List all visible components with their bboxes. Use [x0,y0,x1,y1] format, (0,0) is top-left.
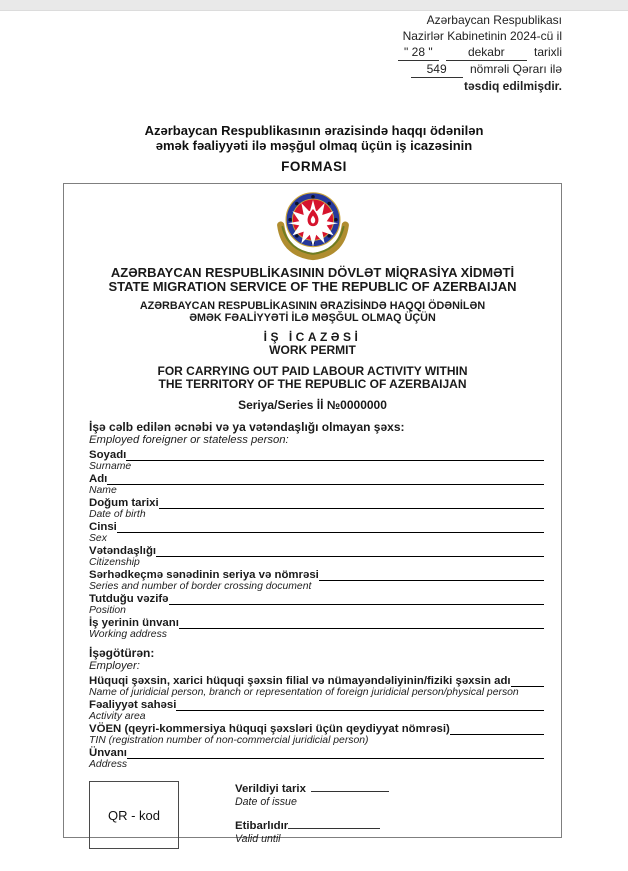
field-label: Adı [89,473,108,485]
field-label: Soyadı [89,449,127,461]
approval-line-5: təsdiq edilmişdir. [463,79,562,93]
fields-section [64,420,561,771]
field-sublabel: Surname [89,461,132,472]
field-blank-line [450,723,544,735]
field-blank-line [159,497,544,509]
field-label: Vətəndaşlığı [89,545,157,557]
field-sublabel: Citizenship [89,557,140,568]
field-border-document [89,569,544,593]
valid-until-sublabel: Valid until [235,833,281,845]
heading-formasi: FORMASI [281,159,347,174]
field-blank-line [107,473,544,485]
permit-purpose-2: THE TERRITORY OF THE REPUBLIC OF AZERBAIJAN [158,377,467,391]
field-label: Sərhədkeçmə sənədinin seriya və nömrəsi [89,569,319,581]
issue-validity-block [235,781,389,845]
field-blank-line [156,545,544,557]
field-sublabel: Date of birth [89,509,146,520]
field-sublabel: Address [89,759,128,770]
section2-title-en: Employer: [89,660,140,672]
field-activity-area [89,699,544,723]
page-heading [0,123,628,174]
section1-title-az: İşə cəlb edilən əcnəbi və ya vətəndaşlığı olmayan şəxs: [89,420,405,434]
field-sex [89,521,544,545]
valid-until-line [235,818,389,833]
permit-title-en: WORK PERMIT [269,343,356,357]
field-employer-name [89,675,544,699]
valid-until-label: Etibarlıdır [235,820,289,832]
date-of-issue-sublabel: Date of issue [235,796,297,808]
field-label: İş yerinin ünvanı [89,617,179,629]
approval-day-blank: " 28 " [398,44,439,61]
approval-block [292,12,562,94]
service-title [64,266,561,294]
heading-line-1: Azərbaycan Respublikasının ərazisində haqqı ödənilən [144,123,484,138]
permit-purpose [64,365,561,391]
permit-subtitle-az1: AZƏRBAYCAN RESPUBLİKASININ ƏRAZİSİNDƏ HAQQI ÖDƏNİLƏN [139,300,486,312]
series-number: Seriya/Series İİ №0000000 [238,398,387,412]
field-blank-line [179,617,544,629]
azerbaijan-emblem-icon [269,191,357,261]
date-of-issue-line [235,781,389,796]
field-sublabel: Position [89,605,126,616]
field-label: Doğum tarixi [89,497,159,509]
field-blank-line [511,675,544,687]
window-top-strip [0,0,628,11]
field-date-of-birth [89,497,544,521]
field-working-address [89,617,544,641]
field-label: Cinsi [89,521,117,533]
field-address [89,747,544,771]
field-blank-line [127,747,544,759]
section2-title-az: İşəgötürən: [89,646,155,660]
qr-code-placeholder [89,781,179,849]
field-blank-line [319,569,544,581]
field-tin [89,723,544,747]
field-sublabel: Name [89,485,117,496]
field-sublabel: Name of juridicial person, branch or representation of foreign juridicial person/physical person [89,687,519,698]
approval-line-4 [292,61,562,78]
date-of-issue-label: Verildiyi tarix [235,783,306,795]
bottom-row [89,781,561,849]
field-label: Hüquqi şəxsin, xarici hüquqi şəxsin filial və nümayəndəliyinin/fiziki şəxsin adı [89,675,511,687]
field-sublabel: Working address [89,629,167,640]
field-label: Tutduğu vəzifə [89,593,169,605]
field-name [89,473,544,497]
approval-line-3 [292,44,562,61]
field-sublabel: TIN (registration number of non-commercial juridicial person) [89,735,369,746]
field-label: Ünvanı [89,747,127,759]
field-label: VÖEN (qeyri-kommersiya hüquqi şəxsləri üçün qeydiyyat nömrəsi) [89,723,450,735]
field-position [89,593,544,617]
permit-purpose-1: FOR CARRYING OUT PAID LABOUR ACTIVITY WITHIN [157,364,468,378]
approval-line-1: Azərbaycan Respublikası [426,13,562,27]
approval-line-2: Nazirlər Kabinetinin 2024-cü il [402,29,562,43]
heading-line-2: əmək fəaliyyəti ilə məşğul olmaq üçün iş icazəsinin [155,138,473,153]
valid-until-blank [288,818,380,829]
field-blank-line [176,699,544,711]
approval-line-3-suffix: tarixli [533,45,562,59]
field-surname [89,449,544,473]
date-of-issue-blank [311,781,389,792]
permit-title-az: İŞ İCAZƏSİ [263,330,362,344]
field-sublabel: Activity area [89,711,146,722]
field-label: Fəaliyyət sahəsi [89,699,177,711]
permit-subtitle [64,300,561,324]
permit-subtitle-az2: ƏMƏK FƏALİYYƏTİ İLƏ MƏŞĞUL OLMAQ ÜÇÜN [189,312,436,324]
field-citizenship [89,545,544,569]
approval-line-4-suffix: nömrəli Qərarı ilə [469,62,562,76]
service-title-en: STATE MIGRATION SERVICE OF THE REPUBLIC OF AZERBAIJAN [108,279,517,294]
section1-title-en: Employed foreigner or stateless person: [89,434,289,446]
qr-label: QR - kod [107,807,160,823]
field-sublabel: Series and number of border crossing document [89,581,312,592]
field-blank-line [117,521,544,533]
approval-month-blank: dekabr [446,44,527,61]
field-blank-line [169,593,544,605]
field-blank-line [126,449,544,461]
work-permit-form [63,183,562,845]
field-sublabel: Sex [89,533,107,544]
approval-number-blank: 549 [411,61,463,78]
service-title-az: AZƏRBAYCAN RESPUBLİKASININ DÖVLƏT MİQRASİYA XİDMƏTİ [110,265,515,280]
